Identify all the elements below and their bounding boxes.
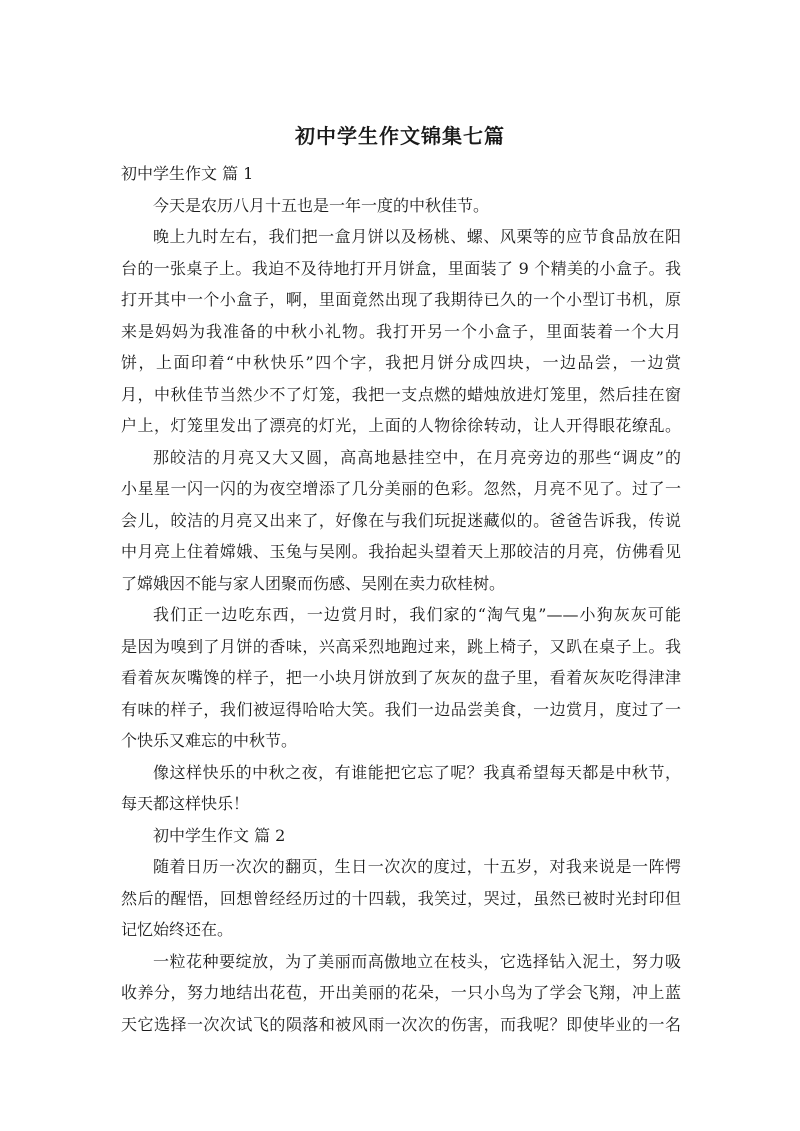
paragraph-line: 我们正一边吃东西，一边赏月时，我们家的“淘气鬼”——小狗灰灰可能	[153, 605, 681, 624]
paragraph-line: 饼，上面印着“中秋快乐”四个字，我把月饼分成四块，一边品尝，一边赏	[121, 353, 681, 372]
paragraph-line: 会儿，皎洁的月亮又出来了，好像在与我们玩捉迷藏似的。爸爸告诉我，传说	[121, 510, 681, 530]
paragraph-line: 那皎洁的月亮又大又圆，高高地悬挂空中，在月亮旁边的那些“调皮”的	[153, 447, 681, 467]
paragraph-line: 看着灰灰嘴馋的样子，把一小块月饼放到了灰灰的盘子里，看着灰灰吃得津津	[121, 668, 681, 687]
paragraph-line: 有味的样子，我们被逗得哈哈大笑。我们一边品尝美食，一边赏月，度过了一	[121, 699, 681, 719]
paragraph-line: 像这样快乐的中秋之夜，有谁能把它忘了呢？我真希望每天都是中秋节，	[153, 762, 681, 782]
paragraph-line: 一粒花种要绽放，为了美丽而高傲地立在枝头，它选择钻入泥土，努力吸	[153, 951, 681, 971]
paragraph-line: 月，中秋佳节当然少不了灯笼，我把一支点燃的蜡烛放进灯笼里，然后挂在窗	[121, 384, 681, 404]
paragraph-line: 然后的醒悟，回想曾经经历过的十四载，我笑过，哭过，虽然已被时光封印但	[121, 888, 681, 908]
paragraph-line: 天它选择一次次试飞的陨落和被风雨一次次的伤害，而我呢？即使毕业的一名	[121, 1014, 681, 1034]
paragraph-line: 记忆始终还在。	[121, 920, 234, 939]
paragraph-line: 台的一张桌子上。我迫不及待地打开月饼盒，里面装了 9 个精美的小盒子。我	[121, 258, 681, 278]
section-heading-1: 初中学生作文 篇 1	[121, 164, 254, 183]
document-title: 初中学生作文锦集七篇	[295, 124, 505, 148]
paragraph-line: 来是妈妈为我准备的中秋小礼物。我打开另一个小盒子，里面装着一个大月	[121, 321, 681, 341]
paragraph-line: 中月亮上住着嫦娥、玉兔与吴刚。我抬起头望着天上那皎洁的月亮，仿佛看见	[121, 542, 681, 561]
document-body	[121, 158, 681, 1040]
paragraph-line: 打开其中一个小盒子，啊，里面竟然出现了我期待已久的一个小型订书机，原	[121, 290, 681, 309]
paragraph-line: 是因为嗅到了月饼的香味，兴高采烈地跑过来，跳上椅子，又趴在桌子上。我	[121, 636, 681, 656]
paragraph-line: 了嫦娥因不能与家人团聚而伤感、吴刚在卖力砍桂树。	[121, 573, 506, 593]
paragraph-line: 小星星一闪一闪的为夜空增添了几分美丽的色彩。忽然，月亮不见了。过了一	[121, 479, 681, 498]
paragraph-line: 随着日历一次次的翻页，生日一次次的度过，十五岁，对我来说是一阵愕	[153, 857, 681, 876]
paragraph-line: 户上，灯笼里发出了漂亮的灯光，上面的人物徐徐转动，让人开得眼花缭乱。	[121, 416, 681, 435]
paragraph-line: 个快乐又难忘的中秋节。	[121, 731, 298, 750]
paragraph-line: 今天是农历八月十五也是一年一度的中秋佳节。	[153, 195, 490, 215]
paragraph-line: 晚上九时左右，我们把一盒月饼以及杨桃、螺、风栗等的应节食品放在阳	[153, 227, 681, 246]
section-heading-2: 初中学生作文 篇 2	[153, 825, 286, 845]
paragraph-line: 每天都这样快乐！	[121, 794, 250, 813]
paragraph-line: 收养分，努力地结出花苞，开出美丽的花朵，一只小鸟为了学会飞翔，冲上蓝	[121, 983, 681, 1002]
